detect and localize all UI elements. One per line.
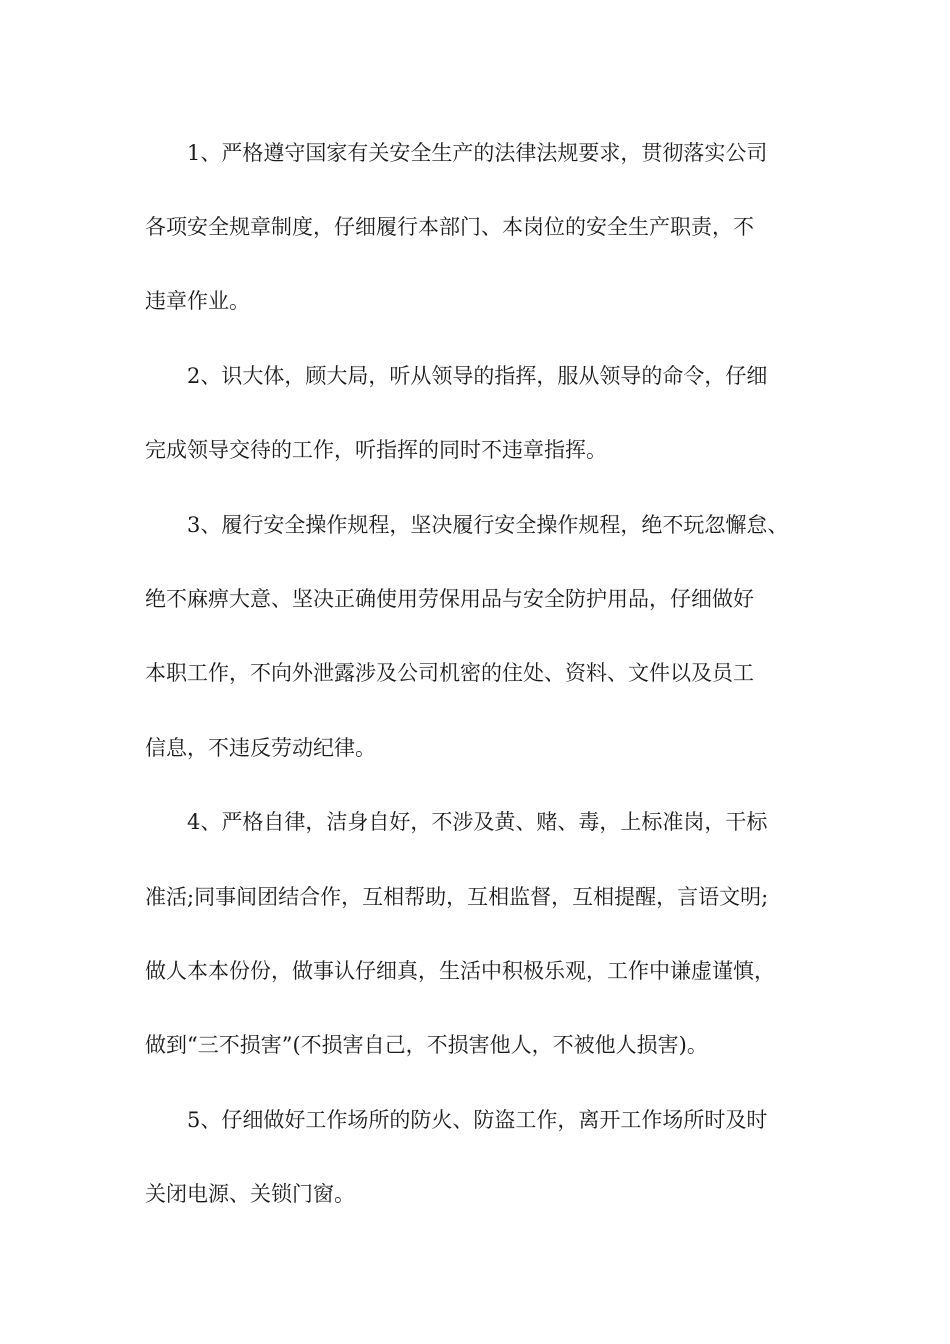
item-1-line-2: 各项安全规章制度，仔细履行本部门、本岗位的安全生产职责，不 xyxy=(145,215,754,239)
item-4-line-1: 4、严格自律，洁身自好，不涉及黄、赌、毒，上标准岗，干标 xyxy=(187,810,768,834)
item-4-line-3: 做人本本份份，做事认仔细真，生活中积极乐观，工作中谦虚谨慎， xyxy=(145,959,775,983)
item-4-line-2: 准活;同事间团结合作，互相帮助，互相监督，互相提醒，言语文明; xyxy=(145,885,769,909)
item-3-line-3: 本职工作，不向外泄露涉及公司机密的住处、资料、文件以及员工 xyxy=(145,661,754,685)
item-3-line-2: 绝不麻痹大意、坚决正确使用劳保用品与安全防护用品，仔细做好 xyxy=(145,587,754,611)
item-2-line-1: 2、识大体，顾大局，听从领导的指挥，服从领导的命令，仔细 xyxy=(187,364,768,388)
item-3-line-1: 3、履行安全操作规程，坚决履行安全操作规程，绝不玩忽懈怠、 xyxy=(187,513,789,537)
item-4-line-4: 做到“三不损害”(不损害自己，不损害他人，不被他人损害)。 xyxy=(145,1033,708,1057)
item-2-line-2: 完成领导交待的工作，听指挥的同时不违章指挥。 xyxy=(145,438,607,462)
item-1-line-1: 1、严格遵守国家有关安全生产的法律法规要求，贯彻落实公司 xyxy=(187,141,768,165)
item-5-line-2: 关闭电源、关锁门窗。 xyxy=(145,1182,355,1206)
item-3-line-4: 信息，不违反劳动纪律。 xyxy=(145,736,376,760)
item-5-line-1: 5、仔细做好工作场所的防火、防盗工作，离开工作场所时及时 xyxy=(187,1108,768,1132)
item-1-line-3: 违章作业。 xyxy=(145,289,250,313)
